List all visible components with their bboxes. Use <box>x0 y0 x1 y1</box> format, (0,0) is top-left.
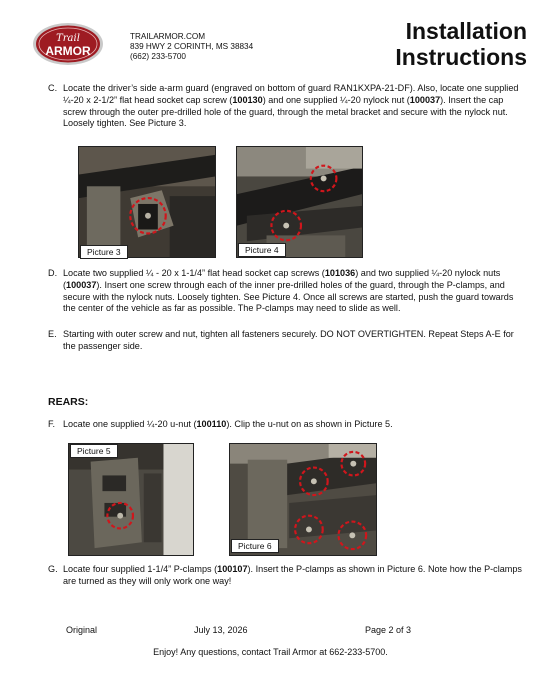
picture-4-photo <box>236 146 363 258</box>
logo-text-trail: Trail <box>56 33 80 44</box>
step-c-text-3: ). Insert the cap screw through the outer pre-drilled hole of the guard, through the metal bracket and secure with the nylock nut. Loosely tighten. See Picture 3. <box>63 94 508 129</box>
part-number-100037-d: 100037 <box>66 279 97 290</box>
part-number-100130: 100130 <box>232 94 263 105</box>
step-d-text-3: ). Insert one screw through each of the inner pre-drilled holes of the guard, through the P-clamps, and secure with the nylock nuts. Loosely tighten. See Picture 4. Once all screws are started, push the guard towards the center of the vehicle as far as possible. The P-clamps may need to slide as well. <box>63 279 514 314</box>
part-number-100107: 100107 <box>217 564 248 574</box>
step-f-text-1: Locate one supplied ¼-20 u-nut ( <box>63 419 197 429</box>
step-g-text-1: Locate four supplied 1-1/4” P-clamps ( <box>63 564 218 574</box>
step-e-number: E. <box>48 329 57 339</box>
part-number-101036: 101036 <box>324 268 356 278</box>
footer-page-number: Page 2 of 3 <box>365 625 412 635</box>
step-g <box>48 564 523 588</box>
company-info <box>130 32 253 62</box>
step-c-number: C. <box>48 83 58 93</box>
step-d-text-1: Locate two supplied ¼ - 20 x 1-1/4” flat head socket cap screws ( <box>63 268 325 278</box>
step-f <box>48 419 523 431</box>
footer-revision: Original <box>66 625 98 635</box>
step-e <box>48 329 523 353</box>
picture-3-photo <box>78 146 216 258</box>
picture-5-caption: Picture 5 <box>70 444 118 458</box>
step-c-text-1: Locate the driver’s side a-arm guard (engraved on bottom of guard RAN1KXPA-21-DF). Also, locate one supplied ¼-20 x 2-1/2” flat head socket cap screw ( <box>63 83 519 105</box>
title-line-1: Installation <box>405 18 527 44</box>
step-d <box>48 268 523 315</box>
step-f-text-2: ). Clip the u-nut on as shown in Picture 5. <box>226 419 393 429</box>
footer-date: July 13, 2026 <box>194 625 248 635</box>
logo-text-armor: ARMOR <box>45 44 91 58</box>
step-g-number: G. <box>48 564 58 574</box>
step-d-number: D. <box>48 268 58 278</box>
picture-5-photo <box>68 443 194 556</box>
step-c-text-2: ) and one supplied ¼-20 nylock nut ( <box>262 94 410 105</box>
document-title <box>395 18 527 71</box>
picture-4-caption: Picture 4 <box>238 243 286 257</box>
company-address: 839 HWY 2 CORINTH, MS 38834 <box>130 42 254 51</box>
trail-armor-logo <box>32 22 104 66</box>
part-number-100037: 100037 <box>409 94 441 105</box>
step-f-number: F. <box>48 419 56 429</box>
step-g-text-2: ). Insert the P-clamps as shown in Picture 6. Note how the P-clamps are turned as they will only work one way! <box>63 564 522 586</box>
company-phone: (662) 233-5700 <box>130 52 186 61</box>
step-d-text-2: ) and two supplied ¼-20 nylock nuts ( <box>63 268 501 290</box>
company-website: TRAILARMOR.COM <box>130 32 206 41</box>
part-number-100110: 100110 <box>196 419 227 429</box>
title-line-2: Instructions <box>395 44 527 71</box>
picture-6-caption: Picture 6 <box>231 539 279 553</box>
step-e-text: Starting with outer screw and nut, tighten all fasteners securely. DO NOT OVERTIGHTEN. Repeat Steps A-E for the passenger side. <box>63 329 514 351</box>
footer-contact: Enjoy! Any questions, contact Trail Armor at 662-233-5700. <box>153 647 388 657</box>
step-c <box>48 83 523 130</box>
picture-3-caption: Picture 3 <box>80 245 128 259</box>
section-heading-rears: REARS: <box>48 396 89 408</box>
